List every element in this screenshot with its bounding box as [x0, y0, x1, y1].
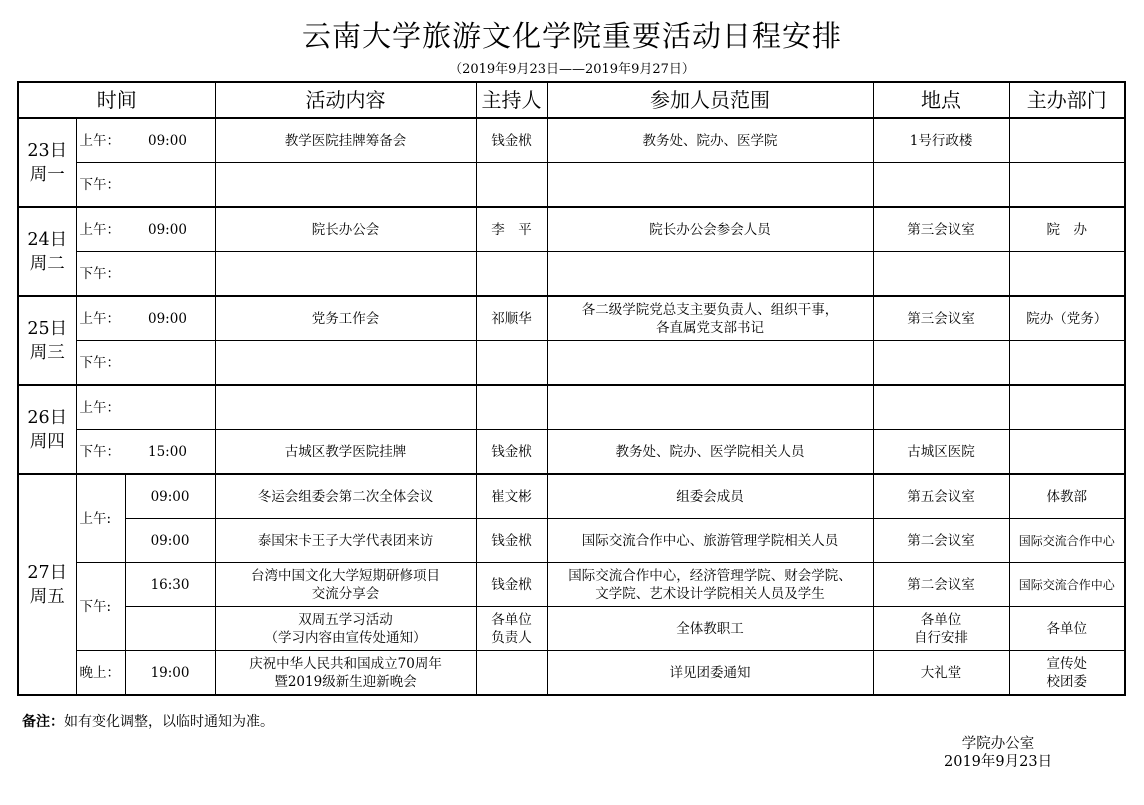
footnote-label: 备注： [22, 714, 64, 730]
activity-organizer [1009, 118, 1125, 163]
activity-participants: 教务处、院办、医学院相关人员 [547, 430, 873, 475]
activity-host: 钱金栿 [476, 519, 547, 563]
slot-pm: 下午： [76, 252, 215, 297]
activity-participants: 全体教职工 [547, 607, 873, 651]
activity-location: 第三会议室 [873, 296, 1009, 341]
table-row [18, 519, 1125, 563]
activity-participants: 教务处、院办、医学院 [547, 118, 873, 163]
activity-location: 各单位 自行安排 [873, 607, 1009, 651]
activity-content: 党务工作会 [215, 296, 476, 341]
activity-organizer [1009, 430, 1125, 475]
activity-time: 09:00 [125, 519, 215, 563]
footnote [22, 711, 274, 731]
slot-am: 上午： 09:00 [76, 296, 215, 341]
activity-participants: 国际交流合作中心，经济管理学院、财会学院、 文学院、艺术设计学院相关人员及学生 [547, 563, 873, 607]
slot-pm: 下午： 15:00 [76, 430, 215, 475]
activity-host: 钱金栿 [476, 118, 547, 163]
activity-content: 台湾中国文化大学短期研修项目 交流分享会 [215, 563, 476, 607]
activity-location: 1号行政楼 [873, 118, 1009, 163]
signature-block [944, 735, 1052, 771]
slot-am: 上午： 09:00 [76, 118, 215, 163]
activity-location: 大礼堂 [873, 651, 1009, 696]
table-row [18, 252, 1125, 297]
table-row [18, 474, 1125, 519]
slot-eve: 晚上： [76, 651, 125, 696]
table-row [18, 563, 1125, 607]
activity-participants: 组委会成员 [547, 474, 873, 519]
activity-content: 教学医院挂牌筹备会 [215, 118, 476, 163]
activity-participants: 详见团委通知 [547, 651, 873, 696]
activity-location: 第二会议室 [873, 563, 1009, 607]
footnote-text: 如有变化调整，以临时通知为准。 [64, 714, 274, 730]
activity-organizer: 国际交流合作中心 [1009, 563, 1125, 607]
schedule-table [17, 81, 1126, 696]
date-range: （2019年9月23日——2019年9月27日） [449, 62, 695, 77]
activity-participants: 各二级学院党总支主要负责人、组织干事， 各直属党支部书记 [547, 296, 873, 341]
slot-pm: 下午： [76, 341, 215, 386]
day-cell: 27日 周五 [18, 474, 76, 695]
activity-location: 第五会议室 [873, 474, 1009, 519]
activity-organizer: 各单位 [1009, 607, 1125, 651]
activity-organizer: 院 办 [1009, 207, 1125, 252]
table-row [18, 118, 1125, 163]
header-organizer: 主办部门 [1009, 82, 1125, 118]
slot-am: 上午： [76, 385, 215, 430]
header-row [18, 82, 1125, 118]
header-location: 地点 [873, 82, 1009, 118]
activity-host: 李 平 [476, 207, 547, 252]
day-cell: 23日 周一 [18, 118, 76, 207]
activity-content: 庆祝中华人民共和国成立70周年 暨2019级新生迎新晚会 [215, 651, 476, 696]
activity-time: 16:30 [125, 563, 215, 607]
table-row [18, 341, 1125, 386]
activity-host [476, 651, 547, 696]
signature-office: 学院办公室 [961, 736, 1035, 752]
table-row [18, 207, 1125, 252]
activity-content: 院长办公会 [215, 207, 476, 252]
table-row [18, 430, 1125, 475]
activity-organizer: 国际交流合作中心 [1009, 519, 1125, 563]
activity-host: 崔文彬 [476, 474, 547, 519]
activity-time: 09:00 [125, 474, 215, 519]
activity-content: 冬运会组委会第二次全体会议 [215, 474, 476, 519]
activity-organizer: 宣传处 校团委 [1009, 651, 1125, 696]
activity-host: 钱金栿 [476, 430, 547, 475]
header-content: 活动内容 [215, 82, 476, 118]
activity-content: 泰国宋卡王子大学代表团来访 [215, 519, 476, 563]
activity-host: 各单位 负责人 [476, 607, 547, 651]
activity-host: 祁顺华 [476, 296, 547, 341]
page-title: 云南大学旅游文化学院重要活动日程安排 [301, 19, 842, 53]
table-row [18, 296, 1125, 341]
day-cell: 25日 周三 [18, 296, 76, 385]
header-participants: 参加人员范围 [547, 82, 873, 118]
activity-participants: 国际交流合作中心、旅游管理学院相关人员 [547, 519, 873, 563]
day-cell: 24日 周二 [18, 207, 76, 296]
activity-location: 第三会议室 [873, 207, 1009, 252]
slot-pm: 下午： [76, 163, 215, 208]
table-row [18, 607, 1125, 651]
activity-location: 古城区医院 [873, 430, 1009, 475]
activity-location: 第二会议室 [873, 519, 1009, 563]
activity-participants: 院长办公会参会人员 [547, 207, 873, 252]
header-time: 时间 [18, 82, 215, 118]
signature-date: 2019年9月23日 [944, 754, 1053, 770]
slot-am: 上午: [76, 474, 125, 563]
activity-time [125, 607, 215, 651]
activity-content: 古城区教学医院挂牌 [215, 430, 476, 475]
header-host: 主持人 [476, 82, 547, 118]
table-row [18, 651, 1125, 696]
activity-host: 钱金栿 [476, 563, 547, 607]
slot-pm: 下午: [76, 563, 125, 651]
table-row [18, 385, 1125, 430]
activity-organizer: 院办（党务） [1009, 296, 1125, 341]
table-row [18, 163, 1125, 208]
activity-organizer: 体教部 [1009, 474, 1125, 519]
slot-am: 上午： 09:00 [76, 207, 215, 252]
day-cell: 26日 周四 [18, 385, 76, 474]
activity-content: 双周五学习活动 （学习内容由宣传处通知） [215, 607, 476, 651]
activity-time: 19:00 [125, 651, 215, 696]
